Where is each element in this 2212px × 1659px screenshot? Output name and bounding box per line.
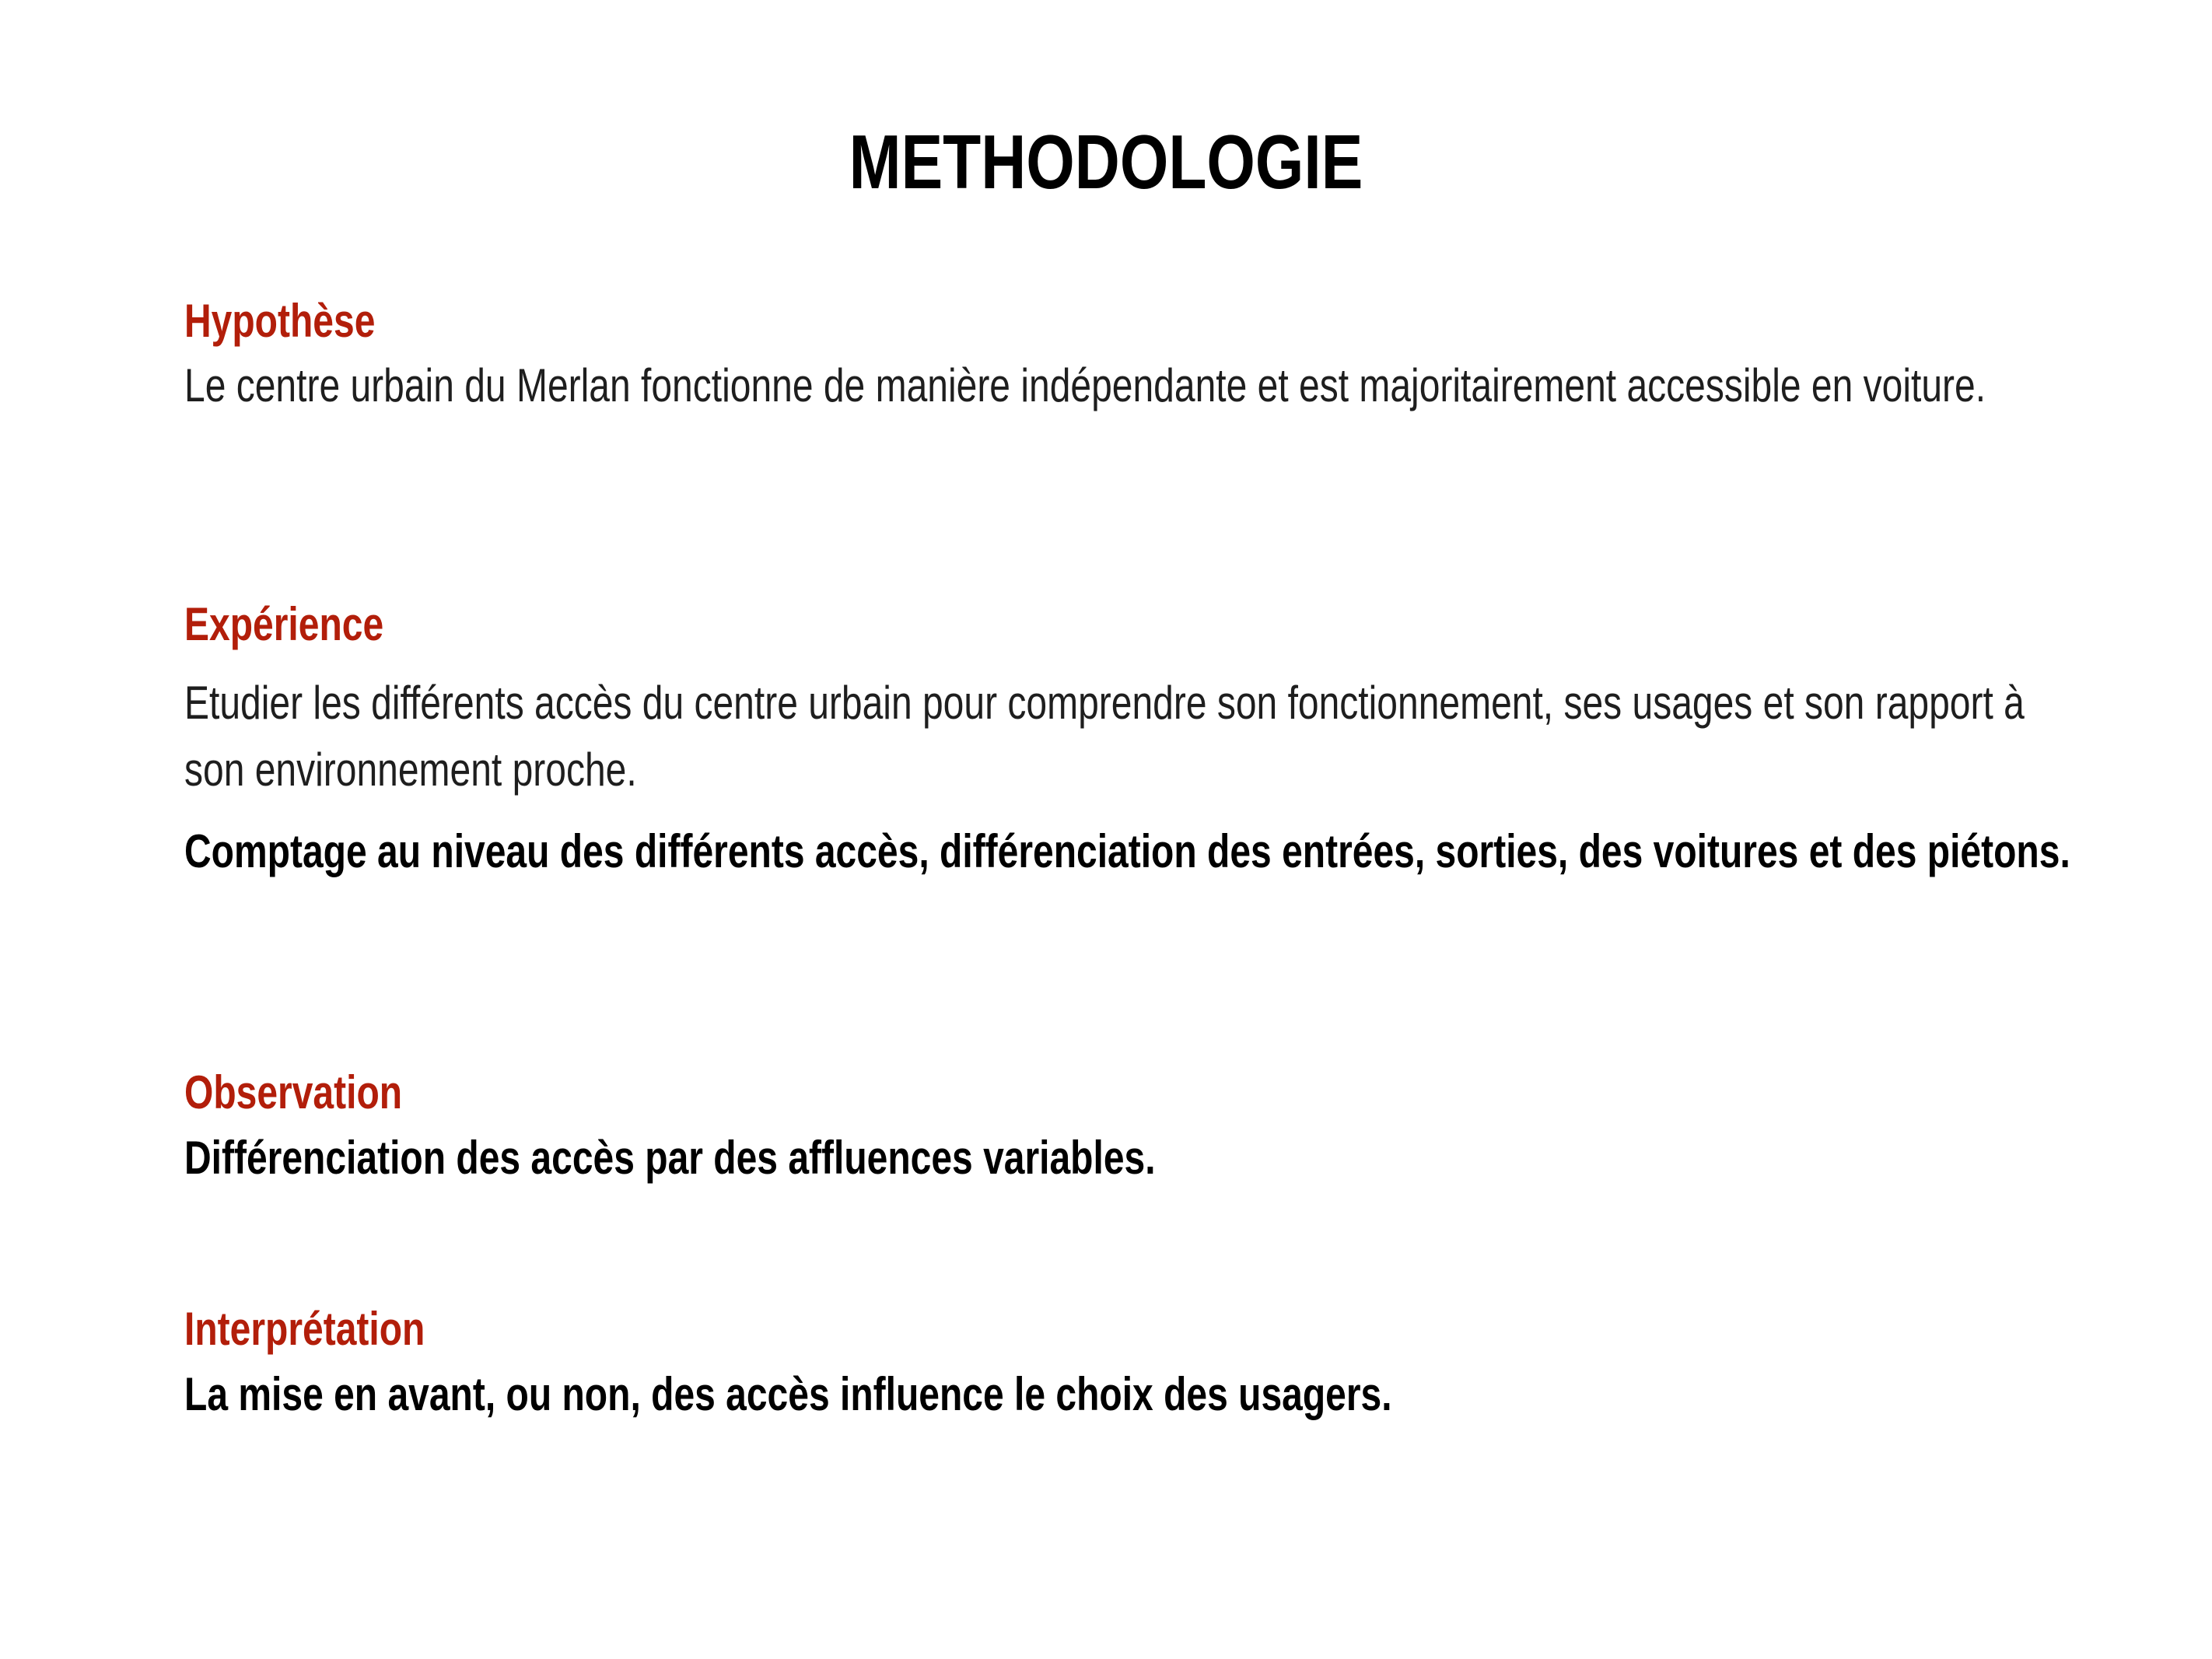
section-bold-text-observation: Différenciation des accès par des affluences variables. <box>184 1132 1156 1184</box>
section-bold-text-experience: Comptage au niveau des différents accès, différenciation des entrées, sorties, des voitures et des piétons. <box>184 825 2070 877</box>
section-heading-observation: Observation <box>184 1066 403 1118</box>
section-heading-experience: Expérience <box>184 598 384 650</box>
page-title: METHODOLOGIE <box>849 119 1363 205</box>
section-experience <box>184 593 2070 886</box>
section-heading-interpretation: Interprétation <box>184 1303 425 1355</box>
section-hypothese <box>184 290 1986 419</box>
section-interpretation <box>184 1298 1721 1429</box>
section-heading-hypothese: Hypothèse <box>184 295 376 347</box>
section-bold-text-interpretation: La mise en avant, ou non, des accès influence le choix des usagers. <box>184 1368 1392 1420</box>
section-observation <box>184 1062 1721 1192</box>
section-text-experience: Etudier les différents accès du centre urbain pour comprendre son fonctionnement, ses usages et son rapport à son environnement proche. <box>184 677 2025 796</box>
section-text-hypothese: Le centre urbain du Merlan fonctionne de manière indépendante et est majoritairement accessible en voiture. <box>184 359 1986 411</box>
